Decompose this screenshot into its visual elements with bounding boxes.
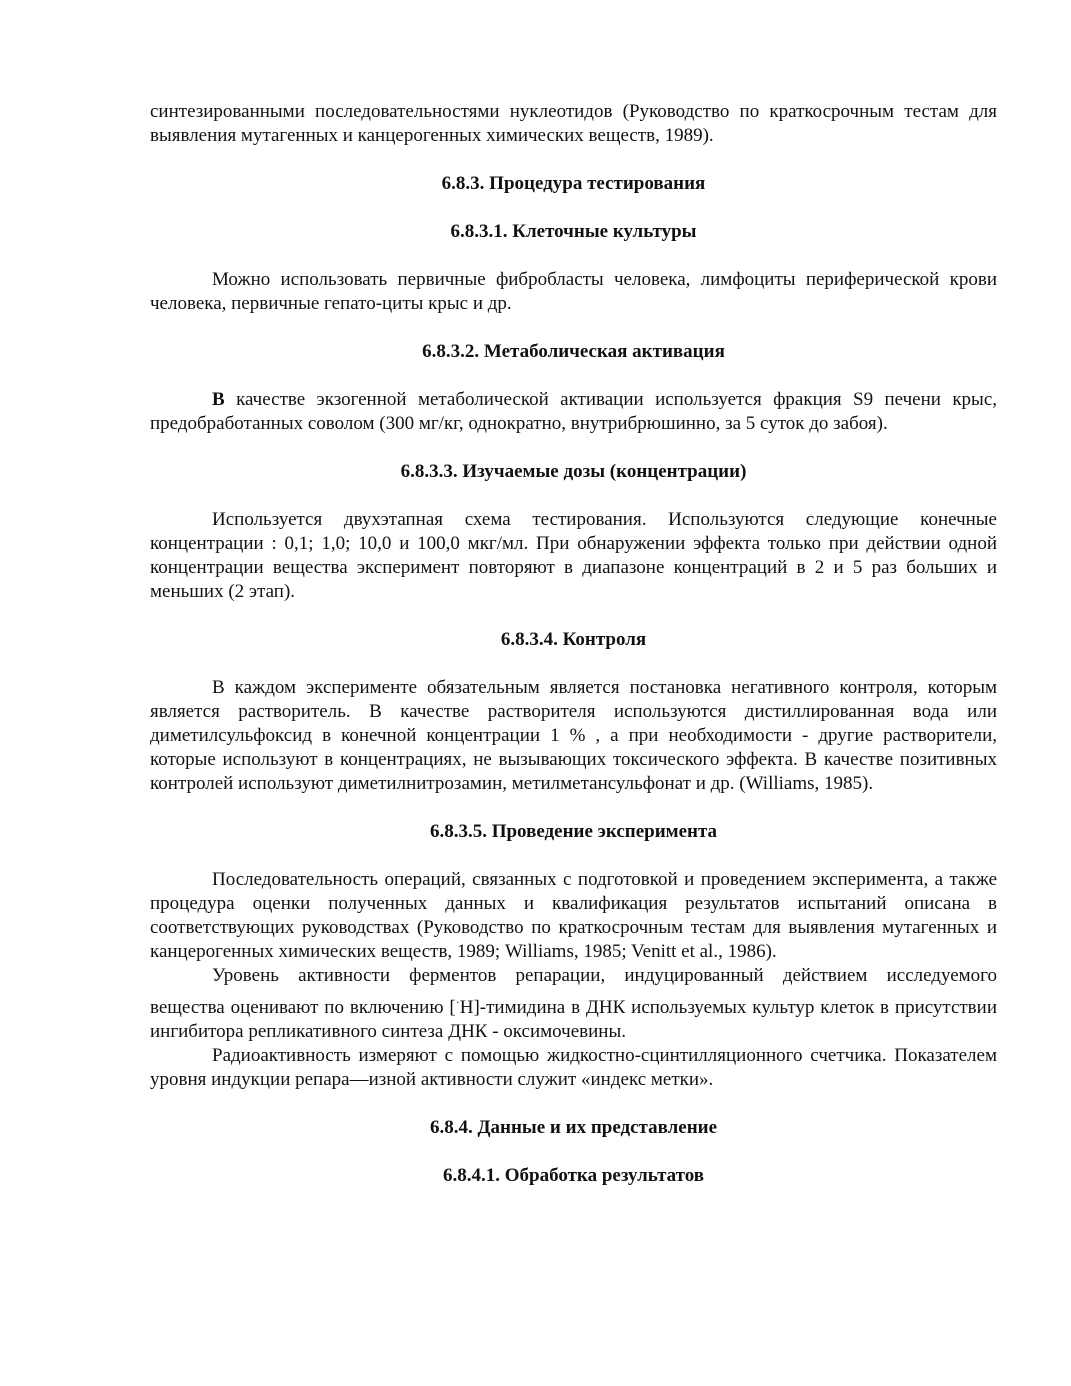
section-heading-6-8-3-3: 6.8.3.3. Изучаемые дозы (концентрации): [400, 461, 747, 482]
metabolic-activation-paragraph: [150, 388, 997, 436]
controls-paragraph: В каждом эксперименте обязательным является постановка негативного контроля, которым является растворитель. В качестве растворителя используются дистиллированная вода или диметилсульфоксид в конечной концентрации 1 % , а при необходимости - другие растворители, которые используют в концентрациях, не вызывающих токсического эффекта. В качестве позитивных контролей используют диметилнитрозамин, метилметансульфонат и др. (Williams, 1985).: [150, 677, 997, 794]
repair-activity-line-1: Уровень активности ферментов репарации, индуцированный действием исследуемого: [212, 965, 997, 986]
section-heading-6-8-4-1: 6.8.4.1. Обработка результатов: [442, 1165, 705, 1186]
document-page: [150, 100, 997, 1188]
bold-lead-letter: В: [212, 389, 225, 410]
cell-cultures-paragraph: Можно использовать первичные фибробласты человека, лимфоциты периферической крови человека, первичные гепато-циты крыс и др.: [150, 269, 997, 314]
section-heading-6-8-3-1: 6.8.3.1. Клеточные культуры: [450, 221, 697, 242]
experiment-procedure-paragraph: Последовательность операций, связанных с подготовкой и проведением эксперимента, а также процедура оценки полученных данных и квалификация результатов испытаний описана в соответствующих руководствах (Руководство по краткосрочным тестам для выявления мутагенных и канцерогенных химических веществ, 1989; Williams, 1985; Venitt et al., 1986).: [150, 869, 997, 962]
isotope-superscript: ·: [455, 995, 460, 1009]
radioactivity-paragraph: Радиоактивность измеряют с помощью жидкостно-сцинтилляционного счетчика. Показателем уровня индукции репара—изной активности служит «индекс метки».: [150, 1045, 997, 1090]
section-heading-6-8-3-5: 6.8.3.5. Проведение эксперимента: [429, 821, 718, 842]
doses-paragraph: Используется двухэтапная схема тестирования. Используются следующие конечные концентрации : 0,1; 1,0; 10,0 и 100,0 мкг/мл. При обнаружении эффекта только при действии одной концентрации вещества эксперимент повторяют в диапазоне концентраций в 2 и 5 раз больших и меньших (2 этап).: [150, 509, 997, 602]
metabolic-activation-text: качестве экзогенной метаболической активации используется фракция S9 печени крыс, предобработанных соволом (300 мг/кг, однократно, внутрибрюшинно, за 5 суток до забоя).: [150, 389, 997, 434]
repair-activity-pre: вещества оценивают по включению [: [150, 997, 456, 1018]
repair-activity-post: H]-тимидина в ДНК используемых культур клеток в присутствии ингибитора репликативного синтеза ДНК - оксимочевины.: [150, 997, 997, 1042]
section-heading-6-8-3-4: 6.8.3.4. Контроля: [500, 629, 647, 650]
section-heading-6-8-3: 6.8.3. Процедура тестирования: [441, 173, 706, 194]
repair-activity-paragraph: [150, 996, 997, 1044]
section-heading-6-8-3-2: 6.8.3.2. Метаболическая активация: [422, 341, 725, 362]
intro-continued-paragraph: синтезированными последовательностями нуклеотидов (Руководство по краткосрочным тестам для выявления мутагенных и канцерогенных химических веществ, 1989).: [150, 101, 997, 146]
section-heading-6-8-4: 6.8.4. Данные и их представление: [429, 1117, 718, 1138]
